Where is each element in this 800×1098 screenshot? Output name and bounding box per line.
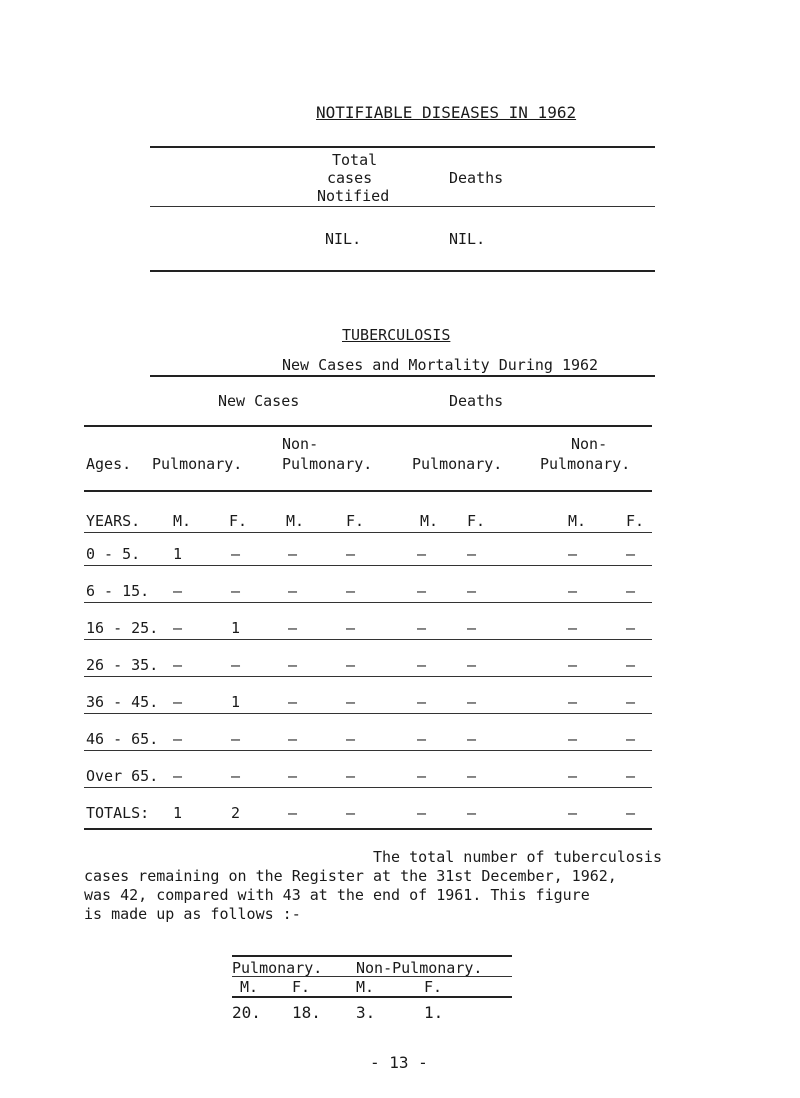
col-header-top-rule (84, 425, 652, 427)
table-cell: – (346, 545, 356, 563)
table-cell: – (346, 656, 356, 674)
register-value: 3. (356, 1003, 376, 1022)
sex-label: M. (420, 512, 439, 530)
col-pulm1: Pulmonary. (152, 455, 243, 473)
table-cell: – (417, 619, 427, 637)
register-sex-label: F. (292, 978, 311, 996)
table-cell: – (417, 767, 427, 785)
years-rule (84, 532, 652, 533)
table-cell: – (288, 693, 298, 711)
row-age-label: 36 - 45. (86, 693, 159, 711)
sex-label: F. (346, 512, 365, 530)
notifiable-header-cases: cases (327, 169, 373, 187)
table-cell: – (288, 545, 298, 563)
table-cell: 1 (173, 545, 183, 563)
table-cell: – (231, 767, 241, 785)
col-nonpulm1-bottom: Pulmonary. (282, 455, 373, 473)
table-cell: – (626, 693, 636, 711)
table-cell: – (417, 730, 427, 748)
table-cell: – (288, 730, 298, 748)
table-cell: – (568, 545, 578, 563)
table-cell: – (288, 619, 298, 637)
table-cell: – (467, 804, 477, 822)
table-cell: – (568, 619, 578, 637)
table-cell: – (417, 693, 427, 711)
col-nonpulm2-top: Non- (571, 435, 608, 453)
table-cell: – (626, 545, 636, 563)
tb-subtitle-rule (150, 375, 655, 377)
row-rule (84, 713, 652, 714)
table-cell: 1 (231, 693, 241, 711)
table-cell: – (467, 582, 477, 600)
row-rule (84, 787, 652, 788)
table-cell: – (467, 767, 477, 785)
tb-bottom-rule (84, 828, 652, 830)
table-cell: – (568, 804, 578, 822)
years-label: YEARS. (86, 512, 141, 530)
table-cell: – (173, 619, 183, 637)
sex-label: F. (626, 512, 645, 530)
table-cell: – (173, 767, 183, 785)
paragraph-line: was 42, compared with 43 at the end of 1961. This figure (84, 886, 590, 904)
table-cell: – (467, 693, 477, 711)
table-bottom-rule (150, 270, 655, 272)
register-value: 1. (424, 1003, 444, 1022)
table-cell: – (346, 619, 356, 637)
notifiable-total-value: NIL. (325, 230, 362, 248)
notifiable-deaths-value: NIL. (449, 230, 486, 248)
register-bottom-rule (232, 996, 512, 998)
table-cell: – (626, 804, 636, 822)
table-cell: – (173, 582, 183, 600)
table-cell: – (346, 582, 356, 600)
table-cell: – (288, 804, 298, 822)
col-nonpulm1-top: Non- (282, 435, 319, 453)
table-cell: – (231, 582, 241, 600)
row-age-label: 0 - 5. (86, 545, 141, 563)
row-age-label: TOTALS: (86, 804, 150, 822)
register-sex-label: F. (424, 978, 443, 996)
table-cell: – (231, 730, 241, 748)
notifiable-header-total: Total (332, 151, 378, 169)
table-cell: – (626, 730, 636, 748)
paragraph-line: is made up as follows :- (84, 905, 301, 923)
table-cell: – (568, 582, 578, 600)
register-sex-label: M. (356, 978, 375, 996)
table-cell: – (568, 730, 578, 748)
col-pulm2: Pulmonary. (412, 455, 503, 473)
register-sex-label: M. (240, 978, 259, 996)
sex-label: M. (286, 512, 305, 530)
table-cell: 2 (231, 804, 241, 822)
tb-title: TUBERCULOSIS (342, 326, 451, 344)
row-rule (84, 565, 652, 566)
table-cell: – (467, 619, 477, 637)
table-cell: – (467, 656, 477, 674)
table-cell: – (288, 582, 298, 600)
group-deaths: Deaths (449, 392, 504, 410)
register-mid-rule (232, 976, 512, 977)
page-title: NOTIFIABLE DISEASES IN 1962 (316, 103, 577, 122)
table-cell: – (346, 804, 356, 822)
sex-label: M. (568, 512, 587, 530)
table-cell: – (173, 730, 183, 748)
table-cell: – (417, 545, 427, 563)
table-cell: – (173, 656, 183, 674)
row-age-label: 16 - 25. (86, 619, 159, 637)
table-cell: – (467, 545, 477, 563)
table-cell: – (417, 582, 427, 600)
row-age-label: 6 - 15. (86, 582, 150, 600)
group-new-cases: New Cases (218, 392, 300, 410)
table-cell: – (417, 804, 427, 822)
table-cell: – (288, 656, 298, 674)
table-cell: – (346, 693, 356, 711)
table-cell: 1 (231, 619, 241, 637)
page-number: - 13 - (370, 1053, 428, 1072)
table-cell: – (467, 730, 477, 748)
sex-label: M. (173, 512, 192, 530)
sex-label: F. (467, 512, 486, 530)
table-cell: – (626, 767, 636, 785)
row-rule (84, 750, 652, 751)
table-cell: – (231, 656, 241, 674)
sex-label: F. (229, 512, 248, 530)
table-cell: – (346, 767, 356, 785)
tb-subtitle: New Cases and Mortality During 1962 (282, 356, 599, 374)
table-cell: – (568, 693, 578, 711)
table-cell: – (288, 767, 298, 785)
table-cell: – (346, 730, 356, 748)
col-ages: Ages. (86, 455, 132, 473)
table-cell: – (231, 545, 241, 563)
notifiable-header-deaths: Deaths (449, 169, 504, 187)
register-value: 20. (232, 1003, 261, 1022)
row-age-label: 26 - 35. (86, 656, 159, 674)
col-header-bottom-rule (84, 490, 652, 492)
table-cell: – (626, 656, 636, 674)
table-cell: – (568, 767, 578, 785)
table-cell: – (626, 582, 636, 600)
table-cell: 1 (173, 804, 183, 822)
table-cell: – (417, 656, 427, 674)
col-nonpulm2-bottom: Pulmonary. (540, 455, 631, 473)
table-top-rule (150, 146, 655, 148)
register-top-rule (232, 955, 512, 957)
notifiable-header-notified: Notified (317, 187, 390, 205)
header-rule (150, 206, 655, 207)
paragraph-line: The total number of tuberculosis (373, 848, 662, 866)
row-age-label: Over 65. (86, 767, 159, 785)
table-cell: – (626, 619, 636, 637)
table-cell: – (173, 693, 183, 711)
row-age-label: 46 - 65. (86, 730, 159, 748)
register-header-pulm: Pulmonary. (232, 959, 323, 977)
paragraph-line: cases remaining on the Register at the 31st December, 1962, (84, 867, 617, 885)
register-header-nonpulm: Non-Pulmonary. (356, 959, 483, 977)
row-rule (84, 639, 652, 640)
register-value: 18. (292, 1003, 321, 1022)
row-rule (84, 676, 652, 677)
table-cell: – (568, 656, 578, 674)
row-rule (84, 602, 652, 603)
